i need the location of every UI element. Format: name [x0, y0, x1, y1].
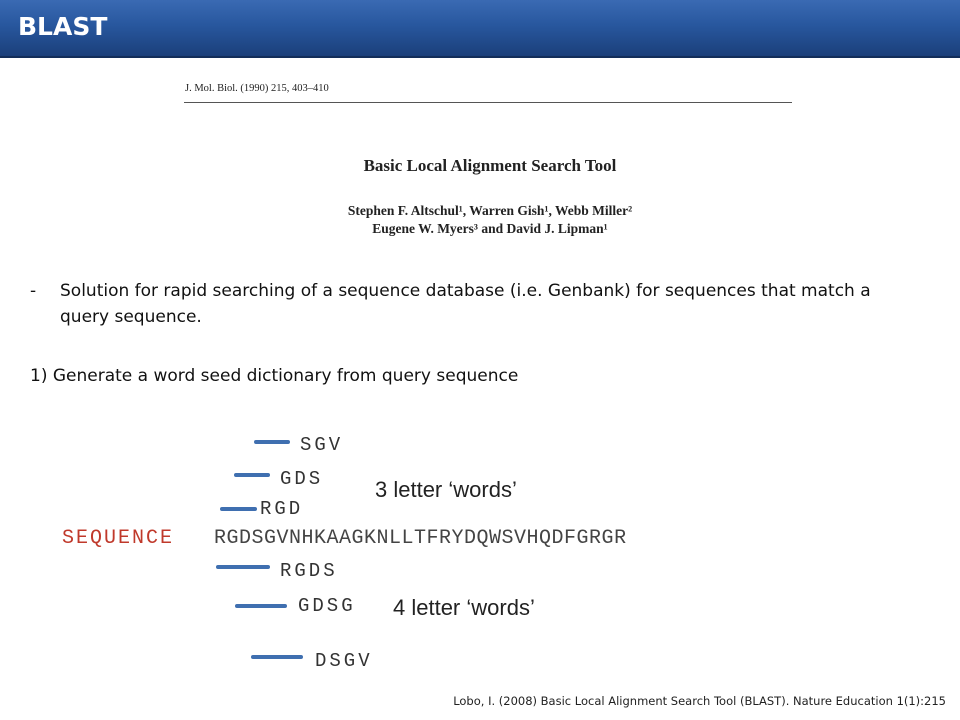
- slide-title: BLAST: [18, 12, 108, 41]
- authors-line-1: Stephen F. Altschul¹, Warren Gish¹, Webb Miller²: [347, 203, 633, 218]
- paper-title: Basic Local Alignment Search Tool: [363, 156, 617, 175]
- journal-citation: J. Mol. Biol. (1990) 215, 403–410: [185, 83, 329, 94]
- word-gds: GDS: [280, 468, 324, 490]
- sequence-text: RGDSGVNHKAAGKNLLTFRYDQWSVHQDFGRGR: [214, 527, 627, 550]
- bullet-text: Solution for rapid searching of a sequence database (i.e. Genbank) for sequences that match a query sequence.: [60, 281, 871, 327]
- word-rgds: RGDS: [280, 560, 338, 582]
- word-gdsg: GDSG: [298, 595, 356, 617]
- word-dsgv: DSGV: [315, 650, 373, 672]
- source-citation: Lobo, I. (2008) Basic Local Alignment Search Tool (BLAST). Nature Education 1(1):215: [453, 694, 946, 708]
- authors-line-2: Eugene W. Myers³ and David J. Lipman¹: [372, 221, 608, 236]
- callout-4-letter-words: 4 letter ‘words’: [393, 595, 535, 620]
- bullet-marker: -: [30, 281, 37, 301]
- callout-3-letter-words: 3 letter ‘words’: [375, 477, 517, 502]
- step-1-text: 1) Generate a word seed dictionary from query sequence: [30, 366, 519, 386]
- word-rgd: RGD: [260, 498, 304, 520]
- word-sgv: SGV: [300, 434, 344, 456]
- sequence-label: SEQUENCE: [62, 527, 175, 550]
